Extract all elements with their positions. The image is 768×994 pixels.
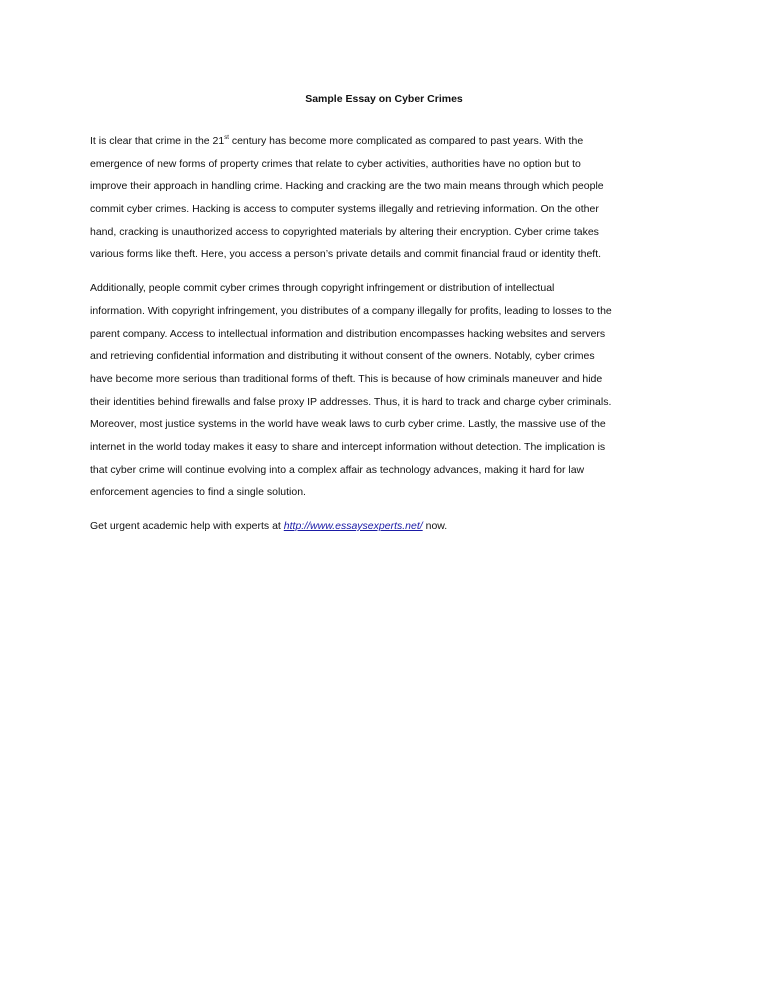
- essay-title: Sample Essay on Cyber Crimes: [305, 93, 463, 105]
- paragraph-line: improve their approach in handling crime. Hacking and cracking are the two main means through which people: [90, 180, 604, 193]
- paragraph-line: have become more serious than traditional forms of theft. This is because of how criminals maneuver and hide: [90, 372, 603, 385]
- paragraph-line: commit cyber crimes. Hacking is access to computer systems illegally and retrieving information. On the other: [90, 203, 599, 216]
- paragraph-line: and retrieving confidential information and distributing it without consent of the owners. Notably, cyber crimes: [90, 350, 595, 363]
- paragraph-line: Additionally, people commit cyber crimes through copyright infringement or distribution of intellectual: [90, 282, 555, 295]
- paragraph-line: that cyber crime will continue evolving into a complex affair as technology advances, making it hard for law: [90, 463, 585, 476]
- paragraph-line: internet in the world today makes it easy to share and intercept information without detection. The implication is: [90, 440, 606, 453]
- text-run: It is clear that crime in the 21: [90, 135, 225, 147]
- paragraph-line: their identities behind firewalls and false proxy IP addresses. Thus, it is hard to track and charge cyber criminals.: [90, 395, 612, 408]
- paragraph-1: [90, 130, 690, 266]
- paragraph-3: [90, 515, 690, 538]
- paragraph-line: enforcement agencies to find a single solution.: [90, 486, 306, 499]
- paragraph-line: parent company. Access to intellectual information and distribution encompasses hacking websites and servers: [90, 327, 606, 340]
- text-run: century has become more complicated as compared to past years. With the: [228, 135, 584, 147]
- paragraph-line: information. With copyright infringement, you distributes of a company illegally for profits, leading to losses to the: [90, 304, 612, 317]
- paragraph-line: Moreover, most justice systems in the world have weak laws to curb cyber crime. Lastly, the massive use of the: [90, 418, 606, 431]
- paragraph-line: various forms like theft. Here, you access a person’s private details and commit financial fraud or identity theft.: [90, 248, 602, 261]
- essaysexperts-link[interactable]: http://www.essaysexperts.net/: [283, 520, 423, 532]
- superscript-st: st: [224, 135, 229, 141]
- essay-body: [90, 130, 690, 538]
- paragraph-line: hand, cracking is unauthorized access to copyrighted materials by altering their encryption. Cyber crime takes: [90, 225, 599, 238]
- text-run: now.: [422, 520, 448, 532]
- paragraph-line: [90, 515, 690, 538]
- paragraph-2: [90, 277, 690, 504]
- text-run: Get urgent academic help with experts at: [90, 520, 284, 532]
- paragraph-line: emergence of new forms of property crimes that relate to cyber activities, authorities have no option but to: [90, 157, 581, 170]
- paragraph-line: [90, 130, 690, 153]
